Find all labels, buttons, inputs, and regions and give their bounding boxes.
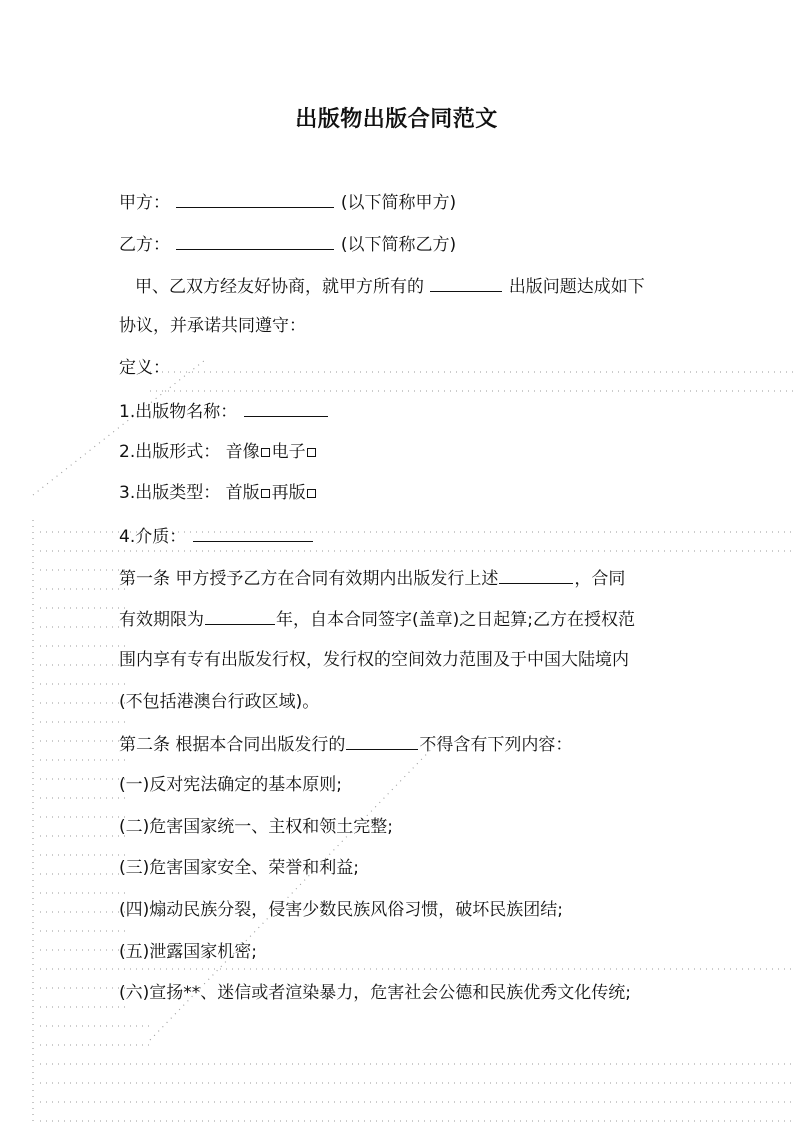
article-1-text-2a: 有效期限为	[119, 610, 204, 630]
definition-item-2-label: 2.出版形式：	[119, 442, 221, 462]
option-first-edition-checkbox[interactable]	[261, 489, 270, 498]
option-electronic-label: 电子	[271, 442, 306, 462]
article-2-item-1: (一)反对宪法确定的基本原则;	[119, 775, 342, 795]
article-1-line-3: 围内享有专有出版发行权，发行权的空间效力范围及于中国大陆境内	[119, 650, 629, 670]
party-a-blank	[176, 189, 334, 208]
option-electronic-checkbox[interactable]	[307, 448, 316, 457]
intro-line-2: 协议，并承诺共同遵守：	[119, 316, 306, 336]
intro-text-1: 甲、乙双方经友好协商，就甲方所有的	[135, 277, 424, 297]
intro-text-2: 出版问题达成如下	[508, 277, 645, 297]
definition-item-4-label: 4.介质：	[119, 527, 187, 547]
party-a-note: (以下简称甲方)	[340, 193, 457, 213]
party-b-blank	[176, 231, 334, 250]
article-1-text-2b: 年，自本合同签字(盖章)之日起算;乙方在授权范	[276, 610, 635, 630]
article-1-line-2	[119, 606, 635, 632]
article-2-text-1b: 不得含有下列内容：	[419, 735, 573, 755]
party-b-line	[119, 231, 456, 257]
option-first-edition-label: 首版	[225, 483, 260, 503]
document-title: 出版物出版合同范文	[295, 107, 498, 132]
article-2-text-1a: 第二条 根据本合同出版发行的	[119, 735, 346, 755]
article-2-line-1	[119, 731, 572, 757]
definition-item-3-label: 3.出版类型：	[119, 483, 221, 503]
article-1-text-1a: 第一条 甲方授予乙方在合同有效期内出版发行上述	[119, 569, 499, 589]
article-2-blank	[346, 731, 418, 750]
definition-item-1	[119, 398, 329, 424]
article-2-item-4: (四)煽动民族分裂，侵害少数民族风俗习惯，破坏民族团结;	[119, 900, 563, 920]
party-b-label: 乙方：	[119, 235, 170, 255]
intro-blank	[430, 273, 502, 292]
definition-item-4	[119, 523, 314, 549]
article-1-text-1b: ，合同	[574, 569, 626, 589]
article-2-item-2: (二)危害国家统一、主权和领土完整;	[119, 817, 393, 837]
definitions-heading: 定义：	[119, 358, 170, 378]
party-a-label: 甲方：	[119, 193, 170, 213]
article-1-line-1	[119, 565, 625, 591]
article-2-item-5: (五)泄露国家机密;	[119, 942, 257, 962]
article-2-item-6: (六)宣扬**、迷信或者渲染暴力，危害社会公德和民族优秀文化传统;	[119, 983, 631, 1003]
article-1-blank-2	[205, 606, 275, 625]
option-reprint-label: 再版	[271, 483, 306, 503]
article-1-blank-1	[499, 565, 573, 584]
definition-item-2	[119, 440, 318, 464]
option-audio-label: 音像	[225, 442, 260, 462]
definition-item-4-blank	[193, 523, 313, 542]
party-b-note: (以下简称乙方)	[340, 235, 457, 255]
article-2-item-3: (三)危害国家安全、荣誉和利益;	[119, 858, 359, 878]
article-1-line-4: (不包括港澳台行政区域)。	[119, 692, 320, 712]
party-a-line	[119, 189, 456, 215]
definition-item-1-blank	[244, 398, 328, 417]
definition-item-3	[119, 481, 318, 505]
option-reprint-checkbox[interactable]	[307, 489, 316, 498]
option-audio-checkbox[interactable]	[261, 448, 270, 457]
definition-item-1-label: 1.出版物名称：	[119, 402, 238, 422]
intro-line-1	[135, 273, 645, 299]
